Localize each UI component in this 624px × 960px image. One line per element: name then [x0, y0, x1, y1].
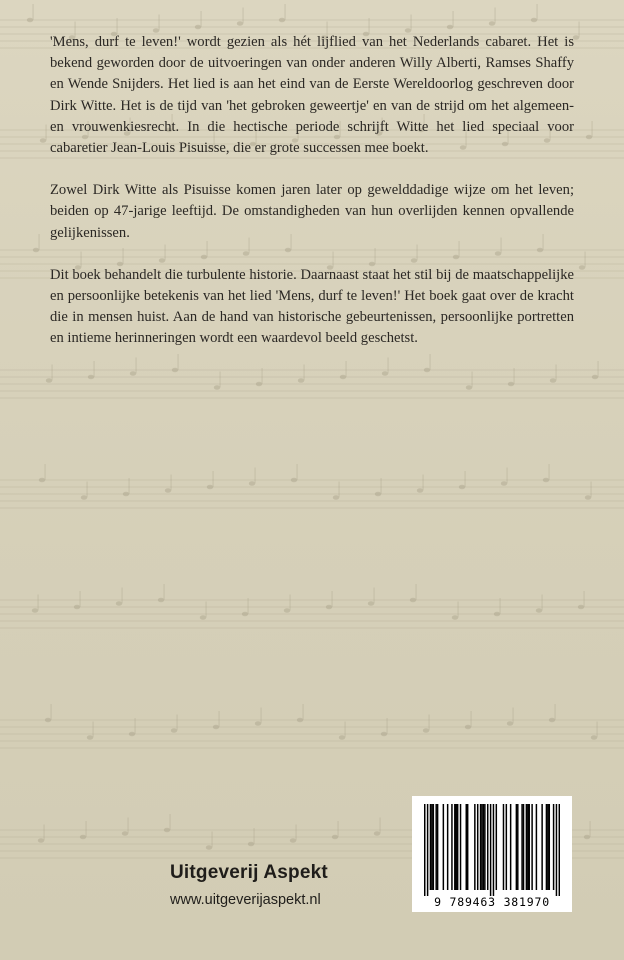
publisher-url: www.uitgeverijaspekt.nl: [170, 892, 321, 908]
publisher-block: [170, 862, 370, 908]
barcode-bar: [521, 804, 522, 890]
blurb-paragraph-1: 'Mens, durf te leven!' wordt gezien als hét lijflied van het Nederlands cabaret. Het is bekend geworden door de uitvoeringen van onder anderen Willy Alberti, Ramses Shaffy en Wende Snijders. Het lied is aan het eind van de Eerste Wereldoorlog geschreven door Dirk Witte. Het is de tijd van 'het gebroken geweertje' en van de strijd om het algemeen- en vrouwenkiesrecht. In die hectische periode schrijft Witte het lied speciaal voor cabaretier Jean-Louis Pisuisse, die er grote successen mee boekt.: [50, 34, 574, 157]
barcode-bar: [435, 804, 436, 890]
barcode-bar: [546, 804, 547, 890]
barcode-bar: [467, 804, 468, 890]
barcode-bar: [483, 804, 484, 890]
barcode-bar: [556, 804, 557, 896]
barcode-bar: [480, 804, 481, 890]
blurb: [50, 32, 574, 371]
barcode-bar: [493, 804, 494, 896]
isbn-number: 9 789463 381970: [434, 895, 550, 909]
barcode-bar: [455, 804, 456, 890]
barcode-bar: [503, 804, 504, 890]
barcode-bar: [451, 804, 452, 890]
barcode-bar: [447, 804, 448, 890]
barcode-bar: [516, 804, 517, 890]
blurb-paragraph-3: Dit boek behandelt die turbulente historie. Daarnaast staat het stil bij de maatschappelijke en persoonlijke betekenis van het lied 'Mens, durf te leven!' Het boek gaat over de kracht die in mensen huist. Aan de hand van historische gebeurtenissen, persoonlijke portretten en intieme herinneringen wordt een waardevol beeld geschetst.: [50, 266, 574, 347]
barcode-bar: [536, 804, 537, 890]
barcode-bar: [437, 804, 438, 890]
barcode-bar: [559, 804, 560, 896]
isbn-barcode: [412, 796, 572, 912]
barcode-bar: [481, 804, 482, 890]
barcode-bar: [487, 804, 488, 890]
barcode-bar: [474, 804, 475, 890]
barcode-bar: [553, 804, 554, 890]
barcode-bar: [424, 804, 425, 896]
barcode-bar: [433, 804, 434, 890]
barcode-bar: [506, 804, 507, 890]
barcode-bar: [431, 804, 432, 890]
barcode-bar: [527, 804, 528, 890]
barcode-bar: [477, 804, 478, 890]
barcode-bar: [460, 804, 461, 890]
barcode-bar: [466, 804, 467, 890]
barcode-bar: [457, 804, 458, 890]
barcode-bar: [443, 804, 444, 890]
barcode-bar: [549, 804, 550, 890]
barcode-bar: [529, 804, 530, 890]
barcode-bar: [517, 804, 518, 890]
barcode-bar: [547, 804, 548, 890]
barcode-bar: [510, 804, 511, 890]
barcode-bars-icon: [424, 804, 560, 896]
barcode-bar: [427, 804, 428, 896]
barcode-bar: [531, 804, 532, 890]
barcode-bar: [454, 804, 455, 890]
barcode-bar: [541, 804, 542, 890]
publisher-name: Uitgeverij Aspekt: [170, 862, 328, 883]
barcode-bar: [526, 804, 527, 890]
barcode-bar: [430, 804, 431, 890]
barcode-bar: [490, 804, 491, 896]
barcode-bar: [523, 804, 524, 890]
blurb-paragraph-2: Zowel Dirk Witte als Pisuisse komen jaren later op gewelddadige wijze om het leven; beiden op 47-jarige leeftijd. De omstandigheden van hun overlijden kennen opvallende gelijkenissen.: [50, 182, 574, 241]
barcode-bar: [484, 804, 485, 890]
barcode-bar: [496, 804, 497, 890]
